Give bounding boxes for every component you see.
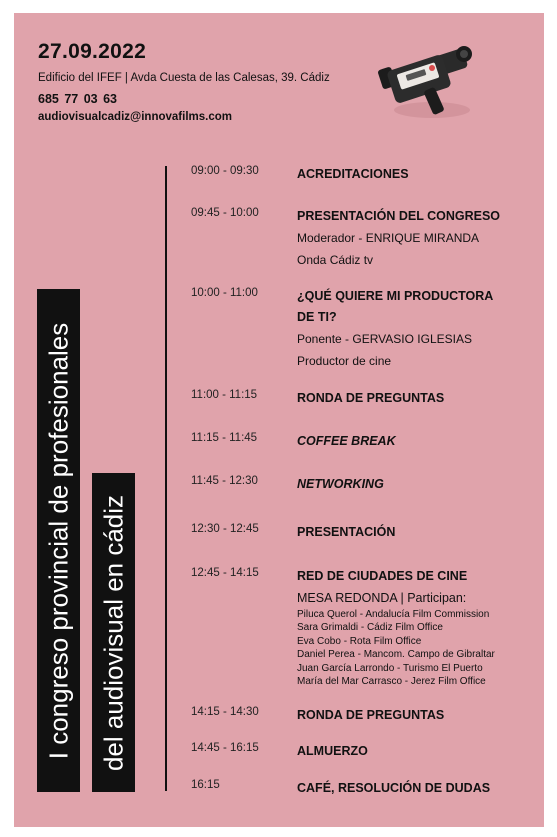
schedule-title: RONDA DE PREGUNTAS	[297, 391, 445, 405]
schedule-title: ALMUERZO	[297, 744, 368, 758]
schedule-time: 14:15 - 14:30	[191, 706, 259, 718]
film-camera-icon	[376, 38, 476, 122]
schedule-detail: Productor de cine	[297, 354, 392, 368]
schedule-title: NETWORKING	[297, 477, 384, 491]
congress-title-banner	[37, 289, 80, 792]
participant: Sara Grimaldi - Cádiz Film Office	[297, 622, 443, 634]
congress-title-line-1: I congreso provincial de profesionales	[43, 322, 73, 759]
schedule-title: ACREDITACIONES	[297, 167, 409, 181]
participant: Eva Cobo - Rota Film Office	[297, 635, 422, 647]
schedule-subtitle: MESA REDONDA | Participan:	[297, 591, 467, 605]
timeline-divider	[165, 166, 167, 791]
schedule-title: CAFÉ, RESOLUCIÓN DE DUDAS	[297, 781, 491, 795]
schedule-time: 12:45 - 14:15	[191, 567, 259, 579]
schedule-time: 11:15 - 11:45	[191, 432, 258, 444]
schedule-title: PRESENTACIÓN	[297, 525, 396, 539]
schedule-title: COFFEE BREAK	[297, 434, 396, 448]
schedule-title: ¿QUÉ QUIERE MI PRODUCTORA	[297, 289, 494, 303]
schedule-title: RONDA DE PREGUNTAS	[297, 708, 445, 722]
schedule-title: DE TI?	[297, 310, 337, 324]
schedule-time: 11:00 - 11:15	[191, 389, 258, 401]
participant: María del Mar Carrasco - Jerez Film Office	[297, 676, 486, 688]
event-date: 27.09.2022	[38, 40, 147, 63]
schedule-time: 11:45 - 12:30	[191, 475, 258, 487]
schedule-detail: Onda Cádiz tv	[297, 253, 374, 267]
congress-title-line-2: del audiovisual en cádiz	[98, 494, 128, 771]
contact-email: audiovisualcadiz@innovafilms.com	[38, 111, 232, 123]
event-address: Edificio del IFEF | Avda Cuesta de las Calesas, 39. Cádiz	[38, 72, 330, 84]
schedule-time: 12:30 - 12:45	[191, 523, 259, 535]
participant: Juan García Larrondo - Turismo El Puerto	[297, 662, 483, 674]
schedule-detail: Ponente - GERVASIO IGLESIAS	[297, 332, 472, 346]
congress-title-banner-2	[92, 473, 135, 792]
schedule-title: RED DE CIUDADES DE CINE	[297, 569, 468, 583]
schedule-detail: Moderador - ENRIQUE MIRANDA	[297, 231, 480, 245]
schedule-time: 10:00 - 11:00	[191, 287, 258, 299]
schedule-time: 14:45 - 16:15	[191, 742, 259, 754]
schedule-time: 16:15	[191, 779, 220, 791]
participant: Piluca Querol - Andalucía Film Commission	[297, 609, 490, 620]
schedule-title: PRESENTACIÓN DEL CONGRESO	[297, 209, 501, 223]
event-poster	[14, 13, 544, 827]
schedule-time: 09:45 - 10:00	[191, 207, 259, 219]
schedule-time: 09:00 - 09:30	[191, 165, 259, 177]
contact-phone: 685 77 03 63	[38, 92, 117, 106]
participant: Daniel Perea - Mancom. Campo de Gibraltar	[297, 649, 495, 661]
